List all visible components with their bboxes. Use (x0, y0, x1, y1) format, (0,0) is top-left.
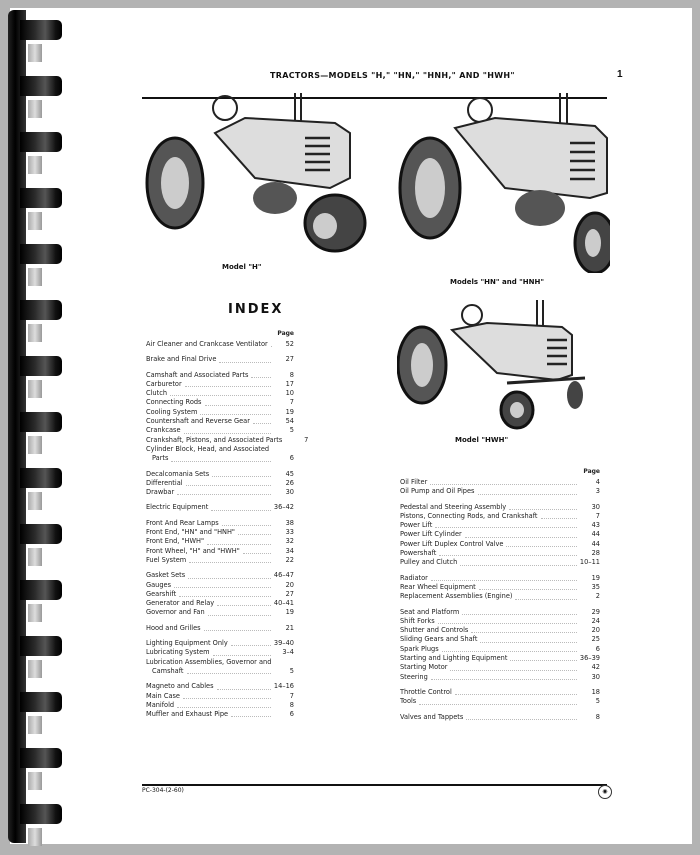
index-heading: INDEX (228, 302, 284, 317)
index-entry-label: Connecting Rods (146, 398, 202, 407)
index-entry (146, 556, 294, 565)
index-entry-page: 8 (289, 700, 294, 709)
index-entry (146, 470, 294, 479)
index-entry (146, 435, 309, 445)
index-entry-label: Front End, "HWH" (146, 537, 204, 546)
index-entry-label: Seat and Platform (400, 607, 460, 616)
dot-leader (205, 405, 272, 406)
index-entry-label: Decalcomania Sets (146, 469, 210, 478)
index-entry-page: 7 (595, 511, 600, 520)
dot-leader (431, 679, 577, 680)
dot-leader (211, 510, 271, 511)
dot-leader (460, 565, 577, 566)
binding-ring-gap (28, 156, 42, 174)
index-entry (146, 701, 294, 710)
index-entry (146, 355, 294, 364)
index-entry-label: Countershaft and Reverse Gear (146, 417, 250, 426)
index-entry-page: 8 (289, 370, 294, 379)
index-entry-label: Pulley and Clutch (400, 558, 458, 567)
index-entry (400, 549, 600, 558)
index-entry (400, 608, 600, 617)
index-entry-page: 44 (591, 530, 600, 539)
index-entry-label: Valves and Tappets (400, 712, 464, 721)
index-entry-label: Front Wheel, "H" and "HWH" (146, 546, 240, 555)
index-entry-label: Carburetor (146, 379, 182, 388)
binding-ring (20, 636, 62, 656)
index-entry-page: 19 (591, 573, 600, 582)
index-entry-label: Hood and Grilles (146, 623, 201, 632)
index-entry (146, 389, 294, 398)
index-entry-page: 6 (289, 454, 294, 463)
index-entry (400, 574, 600, 583)
dot-leader (188, 578, 271, 579)
dot-leader (189, 562, 271, 563)
dot-leader (243, 553, 271, 554)
index-entry-label-cont: Camshaft (152, 666, 184, 675)
binding-ring-gap (28, 772, 42, 790)
index-entry-page: 24 (591, 616, 600, 625)
binding-ring (20, 188, 62, 208)
index-entry (400, 530, 600, 539)
binding-ring-gap (28, 100, 42, 118)
index-entry-label: Governor and Fan (146, 608, 205, 617)
index-entry (400, 512, 600, 521)
index-entry-page: 2 (595, 592, 600, 601)
index-right-column (400, 468, 600, 722)
binding-ring (20, 76, 62, 96)
index-entry-label: Gauges (146, 580, 172, 589)
dot-leader (177, 494, 271, 495)
dot-leader (231, 645, 271, 646)
tractor-model-hn-hnh-illustration (395, 88, 610, 273)
index-entry-label: Replacement Assemblies (Engine) (400, 592, 513, 601)
binding-ring-gap (28, 380, 42, 398)
binding-ring-gap (28, 436, 42, 454)
index-entry (146, 658, 294, 677)
dot-leader (231, 716, 271, 717)
index-entry (400, 635, 600, 644)
binding-ring (20, 244, 62, 264)
index-entry-page: 20 (591, 626, 600, 635)
index-entry-label: Air Cleaner and Crankcase Ventilator (146, 340, 268, 348)
index-entry (400, 592, 600, 601)
dot-leader (419, 704, 577, 705)
dot-leader (204, 630, 271, 631)
dot-leader (450, 670, 577, 671)
binding-ring-gap (28, 548, 42, 566)
dot-leader (222, 525, 271, 526)
dot-leader (219, 362, 271, 363)
index-entry-label: Muffler and Exhaust Pipe (146, 710, 229, 719)
index-entry-page: 26 (285, 478, 294, 487)
binding-ring (20, 132, 62, 152)
footer-publication-code: PC-304-(2-60) (142, 787, 184, 794)
index-entry (146, 371, 294, 380)
index-entry-label: Manifold (146, 700, 175, 709)
dot-leader (171, 461, 271, 462)
index-entry-page: 28 (591, 549, 600, 558)
index-entry-label: Radiator (400, 573, 428, 582)
index-entry-page: 43 (591, 521, 600, 530)
dot-leader (509, 509, 577, 510)
index-entry-page: 6 (595, 644, 600, 653)
dot-leader (442, 651, 577, 652)
dot-leader (187, 673, 271, 674)
index-entry-page: 54 (285, 417, 294, 426)
index-entry-page: 3–4 (282, 648, 294, 657)
index-entry-page: 30 (591, 502, 600, 511)
dot-leader (462, 614, 577, 615)
binding-ring-gap (28, 716, 42, 734)
index-entry-label: Spark Plugs (400, 644, 439, 653)
dot-leader (431, 580, 577, 581)
index-entry (146, 528, 294, 537)
index-entry-page: 39–40 (273, 639, 294, 648)
index-entry-page: 36–42 (273, 503, 294, 512)
tractor-model-hwh-illustration (397, 295, 587, 430)
index-entry (146, 479, 294, 488)
binding-ring (20, 804, 62, 824)
dot-leader (430, 484, 577, 485)
index-entry (146, 682, 294, 691)
index-entry (400, 688, 600, 697)
dot-leader (217, 689, 271, 690)
dot-leader (541, 518, 577, 519)
index-entry-page: 21 (285, 623, 294, 632)
index-entry-label: Power Lift (400, 521, 433, 530)
binding-ring (20, 356, 62, 376)
figure-caption-model-hwh: Model "HWH" (455, 436, 509, 444)
footer-rule (142, 784, 607, 786)
running-header-title: TRACTORS—MODELS "H," "HN," "HNH," AND "HWH" (270, 71, 515, 80)
index-entry-label: Camshaft and Associated Parts (146, 370, 249, 379)
binding-ring-gap (28, 492, 42, 510)
dot-leader (510, 660, 576, 661)
index-entry-page: 35 (591, 582, 600, 591)
index-entry (146, 710, 294, 719)
dot-leader (208, 615, 271, 616)
index-entry-page: 33 (285, 528, 294, 537)
dot-leader (179, 596, 271, 597)
index-entry (400, 487, 600, 496)
index-entry (400, 617, 600, 626)
dot-leader (515, 599, 577, 600)
index-entry-page: 7 (289, 398, 294, 407)
index-entry (400, 654, 600, 663)
page-column-label: Page (583, 468, 600, 475)
index-entry-page: 27 (285, 589, 294, 598)
dot-leader (174, 587, 271, 588)
index-entry-label: Throttle Control (400, 687, 452, 696)
index-entry (400, 503, 600, 512)
index-entry-page: 7 (304, 435, 309, 444)
binding-ring-gap (28, 604, 42, 622)
index-entry (400, 583, 600, 592)
index-entry-page: 5 (289, 426, 294, 435)
index-entry-page: 5 (289, 666, 294, 675)
index-entry-page: 8 (595, 712, 600, 721)
binding-ring-gap (28, 828, 42, 846)
index-entry-page: 17 (285, 379, 294, 388)
index-entry-label: Magneto and Cables (146, 682, 214, 691)
index-entry (146, 547, 294, 556)
index-entry-label: Powershaft (400, 549, 437, 558)
dot-leader (466, 719, 577, 720)
dot-leader (455, 694, 577, 695)
index-entry-page: 46–47 (273, 571, 294, 580)
binding-ring-gap (28, 44, 42, 62)
binding-ring-gap (28, 324, 42, 342)
index-entry-label: Sliding Gears and Shaft (400, 635, 478, 644)
index-entry (146, 599, 294, 608)
index-entry-page: 30 (591, 672, 600, 681)
index-entry-label: Shift Forks (400, 616, 435, 625)
index-entry (146, 503, 294, 512)
index-entry-page: 40–41 (273, 599, 294, 608)
dot-leader (253, 423, 271, 424)
index-entry-label: Cooling System (146, 407, 198, 416)
index-entry (146, 426, 294, 435)
binding-ring-gap (28, 268, 42, 286)
index-entry-label: Pistons, Connecting Rods, and Crankshaft (400, 511, 538, 520)
index-entry (146, 639, 294, 648)
index-entry-label-cont: Parts (152, 454, 169, 463)
index-entry-label: Clutch (146, 389, 168, 398)
index-entry (400, 697, 600, 706)
dot-leader (177, 707, 271, 708)
index-entry (146, 648, 294, 657)
page-column-label: Page (277, 330, 294, 337)
index-entry-page: 32 (285, 537, 294, 546)
index-entry-label: Drawbar (146, 488, 175, 497)
index-entry-label: Gasket Sets (146, 571, 186, 580)
index-entry-page: 36–39 (579, 654, 600, 663)
binding-ring (20, 20, 62, 40)
index-entry-label: Shutter and Controls (400, 626, 469, 635)
index-entry-label: Lubrication Assemblies, Governor and (146, 657, 272, 666)
index-entry-label: Crankshaft, Pistons, and Associated Parts (146, 435, 283, 444)
index-entry-label: Cylinder Block, Head, and Associated (146, 444, 270, 453)
index-entry-page: 20 (285, 580, 294, 589)
binding-ring (20, 300, 62, 320)
index-entry-page: 19 (285, 407, 294, 416)
dot-leader (207, 544, 271, 545)
dot-leader (184, 433, 271, 434)
index-entry-page: 10 (285, 389, 294, 398)
dot-leader (217, 605, 271, 606)
index-entry-page: 42 (591, 663, 600, 672)
index-entry-page: 3 (595, 487, 600, 496)
index-entry (146, 571, 294, 580)
index-entry-label: Generator and Relay (146, 599, 215, 608)
dot-leader (251, 377, 271, 378)
index-entry-label: Rear Wheel Equipment (400, 582, 476, 591)
dot-leader (183, 698, 271, 699)
binding-ring (20, 468, 62, 488)
index-entry-page: 18 (591, 687, 600, 696)
index-entry-label: Electric Equipment (146, 503, 209, 512)
index-entry (146, 692, 294, 701)
page-number: 1 (617, 69, 623, 80)
index-entry-label: Differential (146, 478, 183, 487)
dot-leader (471, 632, 577, 633)
index-entry-page: 29 (591, 607, 600, 616)
index-entry (146, 590, 294, 599)
binding-ring (20, 748, 62, 768)
binding-ring (20, 692, 62, 712)
index-entry-page: 52 (285, 340, 294, 348)
index-entry (146, 398, 294, 407)
dot-leader (170, 395, 271, 396)
index-entry-page: 10–11 (579, 558, 600, 567)
index-entry (400, 558, 600, 567)
index-left-column (146, 330, 309, 719)
index-entry-label: Power Lift Duplex Control Valve (400, 539, 504, 548)
index-entry-page: 44 (591, 539, 600, 548)
binding-ring (20, 412, 62, 432)
index-entry-label: Starting and Lighting Equipment (400, 654, 508, 663)
index-entry-label: Oil Pump and Oil Pipes (400, 487, 475, 496)
index-entry-page: 27 (285, 355, 294, 364)
dot-leader (435, 527, 577, 528)
dot-leader (186, 485, 271, 486)
index-entry-label: Front End, "HN" and "HNH" (146, 528, 235, 537)
dot-leader (238, 534, 271, 535)
index-entry (400, 626, 600, 635)
index-entry-label: Main Case (146, 691, 180, 700)
index-entry-label: Brake and Final Drive (146, 355, 217, 364)
index-entry-page: 14–16 (273, 682, 294, 691)
index-entry-page: 38 (285, 518, 294, 527)
index-entry-label: Oil Filter (400, 478, 428, 486)
dot-leader (479, 589, 577, 590)
index-entry (400, 478, 600, 487)
index-entry-page: 5 (595, 697, 600, 706)
binding-ring-gap (28, 212, 42, 230)
index-entry (146, 581, 294, 590)
dot-leader (506, 546, 577, 547)
index-entry-page: 25 (591, 635, 600, 644)
dot-leader (480, 642, 577, 643)
index-entry (400, 521, 600, 530)
index-entry-page: 30 (285, 488, 294, 497)
index-entry (146, 519, 294, 528)
index-entry-label: Crankcase (146, 426, 181, 435)
tractor-model-h-illustration (145, 88, 375, 258)
index-entry-page: 7 (289, 691, 294, 700)
index-entry (146, 408, 294, 417)
index-entry-label: Power Lift Cylinder (400, 530, 462, 539)
index-entry-label: Fuel System (146, 555, 187, 564)
index-entry (146, 624, 294, 633)
binding-ring (20, 524, 62, 544)
binding-ring-gap (28, 660, 42, 678)
index-entry (146, 340, 294, 349)
index-entry-page: 4 (595, 478, 600, 486)
dot-leader (438, 623, 577, 624)
dot-leader (200, 414, 271, 415)
index-entry (146, 537, 294, 546)
dot-leader (439, 555, 577, 556)
index-entry-label: Pedestal and Steering Assembly (400, 502, 507, 511)
binding-ring (20, 580, 62, 600)
deere-logo-icon: ◉ (598, 785, 612, 799)
index-entry (400, 645, 600, 654)
figure-caption-models-hn-hnh: Models "HN" and "HNH" (450, 278, 545, 286)
index-entry (400, 713, 600, 722)
index-entry (146, 488, 294, 497)
index-entry-label: Lighting Equipment Only (146, 639, 228, 648)
index-entry (400, 663, 600, 672)
index-entry (146, 417, 294, 426)
figure-caption-model-h: Model "H" (222, 263, 262, 271)
index-entry-label: Lubricating System (146, 648, 210, 657)
index-entry-label: Front And Rear Lamps (146, 518, 219, 527)
index-entry-page: 45 (285, 469, 294, 478)
index-entry-page: 34 (285, 546, 294, 555)
index-entry-page: 22 (285, 555, 294, 564)
index-entry (146, 380, 294, 389)
index-entry (146, 445, 294, 464)
dot-leader (465, 537, 577, 538)
index-entry-label: Tools (400, 697, 417, 706)
dot-leader (213, 655, 271, 656)
dot-leader (185, 386, 271, 387)
dot-leader (478, 494, 578, 495)
dot-leader (212, 476, 271, 477)
index-entry (400, 540, 600, 549)
index-entry (146, 608, 294, 617)
index-entry-page: 6 (289, 710, 294, 719)
index-entry-label: Starting Motor (400, 663, 448, 672)
index-entry (400, 673, 600, 682)
index-entry-label: Steering (400, 672, 428, 681)
index-entry-label: Gearshift (146, 589, 177, 598)
index-entry-page: 19 (285, 608, 294, 617)
